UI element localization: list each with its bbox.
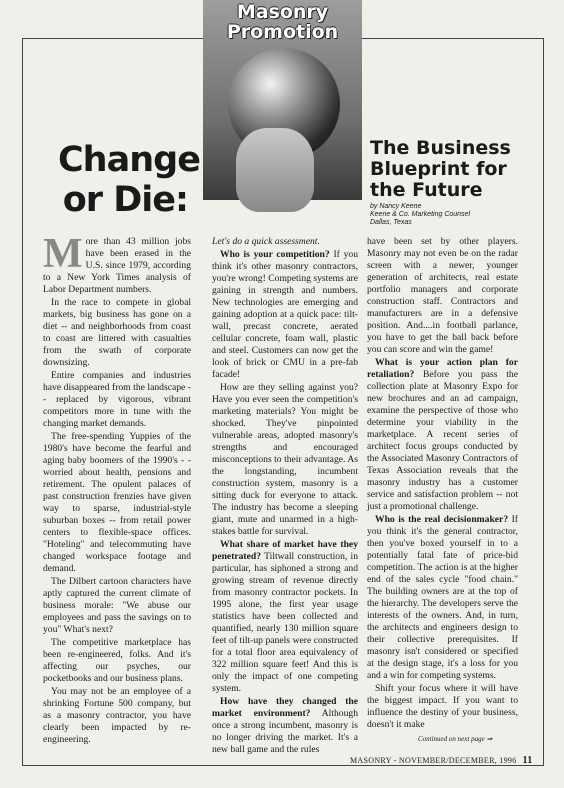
headline-right bbox=[370, 138, 530, 201]
subhead: How have they changed the market environment? bbox=[212, 696, 358, 719]
paragraph bbox=[212, 696, 358, 756]
banner-line-1: Masonry bbox=[236, 1, 329, 23]
subhead: Who is your competition? bbox=[220, 249, 330, 260]
headline-right-line-1: The Business bbox=[370, 137, 511, 159]
paragraph-text: If you think it's other masonry contractors, you're wrong! Competing systems are gaining in strength and numbers. New technologies are emerging and gaining adoption at a quick pace: tilt-wall, precast concrete, aerated cellular concrete, foam wall, plastic and steel. Customers can now get the look of brick or CMU in a pre-fab facade! bbox=[212, 249, 359, 380]
page-number: 11 bbox=[522, 755, 533, 766]
hand-photo bbox=[236, 128, 314, 212]
continued-note bbox=[418, 735, 492, 743]
paragraph: Entire companies and industries have disappeared from the landscape -- replaced by vigorous, vibrant competitors more in tune with the changing market demands. bbox=[43, 370, 191, 429]
drop-cap: M bbox=[43, 231, 83, 277]
section-banner bbox=[203, 2, 362, 42]
paragraph: The Dilbert cartoon characters have aptly captured the current climate of business morale: "We abuse our employees and pass the savings on to you" What's next? bbox=[43, 576, 191, 635]
paragraph-text: Although once a strong incumbent, masonry is no longer driving the market. It's a new ball game and the rules bbox=[212, 708, 358, 755]
byline-firm: Keene & Co. Marketing Counsel bbox=[370, 211, 470, 218]
subhead: What is your action plan for retaliation? bbox=[367, 357, 518, 380]
column-1 bbox=[43, 231, 191, 747]
paragraph: You may not be an employee of a shrinking Fortune 500 company, but as a masonry contractor, you have clearly been impacted by re-engineering. bbox=[43, 686, 191, 745]
continued-text: Continued on next page bbox=[418, 735, 485, 743]
headline-left-line-1: Change bbox=[58, 140, 200, 180]
subhead: Who is the real decisionmaker? bbox=[375, 514, 509, 525]
paragraph-text: ore than 43 million jobs have been erased in the U.S. since 1979, according to a New York Times analysis of Labor Department numbers. bbox=[43, 236, 191, 295]
paragraph bbox=[212, 539, 358, 695]
footer-text: MASONRY - NOVEMBER/DECEMBER, 1996 bbox=[350, 756, 517, 765]
paragraph bbox=[43, 231, 191, 296]
column-3 bbox=[367, 236, 518, 732]
banner-line-2: Promotion bbox=[226, 21, 339, 43]
paragraph: How are they selling against you? Have you ever seen the competition's marketing materials? You might be shocked. They've pinpointed vulnerable areas, adopted masonry's strengths and encouraged misconceptions to their advantage. As the longstanding, incumbent construction system, masonry is a sitting duck for everyone to attack. The industry has become a sleeping giant, mute and unarmed in a high-stakes battle for survival. bbox=[212, 382, 358, 537]
paragraph: The free-spending Yuppies of the 1980's have become the fearful and aging baby boomers of the 1990's - - worried about health, pensions and retirement. The opulent palaces of past construction frenzies have given way to sparse, industrial-style suburban boxes -- from retail power centers to flexible-space offices. "Hoteling" and telecommuting have changed workspace footage and demand. bbox=[43, 431, 191, 574]
headline-left bbox=[58, 140, 200, 220]
paragraph bbox=[367, 514, 518, 682]
paragraph bbox=[367, 357, 518, 513]
paragraph: In the race to compete in global markets, big business has gone on a diet -- and neighborhoods from coast to coast are littered with casualties from the swath of corporate downsizing. bbox=[43, 297, 191, 368]
byline-city: Dallas, Texas bbox=[370, 219, 412, 226]
subhead: What share of market have they penetrated? bbox=[212, 539, 358, 562]
paragraph-text: If you think it's the general contractor, then you've boxed yourself in to a potentially fatal fate of price-bid competition. The action is at the higher end of the sales cycle "food chain." The building owners are at the top of the hierarchy. The developers serve the interests of the owners. And, in turn, the architects and engineers design to their collective prerequisites. If masonry isn't considered or specified at the design stage, it's a loss for you and a win for competing systems. bbox=[367, 514, 518, 681]
byline bbox=[370, 203, 530, 227]
paragraph: have been set by other players. Masonry may not even be on the radar screen with a newer, younger generation of architects, real estate portfolio managers and corporate construction staff. Contractors and manufacturers are in a defensive position. And....in football parlance, you have to get the ball back before you can score and win the game! bbox=[367, 236, 518, 355]
intro-text: Let's do a quick assessment. bbox=[212, 236, 320, 247]
arrow-icon: ⇒ bbox=[486, 735, 493, 743]
paragraph: Shift your focus where it will have the biggest impact. If you want to influence the destiny of your business, doesn't it make bbox=[367, 683, 518, 730]
headline-right-line-2: Blueprint for bbox=[370, 158, 507, 180]
paragraph-text: Before you pass the collection plate at Masonry Expo for new brochures and an ad campaign, examine the perspective of those who determine your viability in the marketplace. A recent series of architect focus groups conducted by the Associated Masonry Contractors of Texas Association reveals that the masonry industry has a customer service and satisfaction problem -- not just a promotional challenge. bbox=[367, 369, 518, 512]
page-footer bbox=[350, 755, 533, 766]
paragraph-text: Tiltwall construction, in particular, has siphoned a strong and growing stream of revenue directly from masonry contractor pockets. In 1995 alone, the first year usage statistics have been collected and quantified, nearly 130 million square feet of tilt-up panels were constructed for a total floor area equivalency of 322 million square feet! And this is only the impact of one competing system. bbox=[212, 551, 358, 694]
paragraph: The competitive marketplace has been re-engineered, folks. And it's affecting our psyches, our pocketbooks and our business plans. bbox=[43, 637, 191, 684]
paragraph bbox=[212, 249, 358, 381]
headline-left-line-2: or Die: bbox=[62, 180, 188, 220]
byline-author: by Nancy Keene bbox=[370, 203, 422, 210]
column-2 bbox=[212, 236, 358, 757]
headline-right-line-3: the Future bbox=[370, 179, 483, 201]
